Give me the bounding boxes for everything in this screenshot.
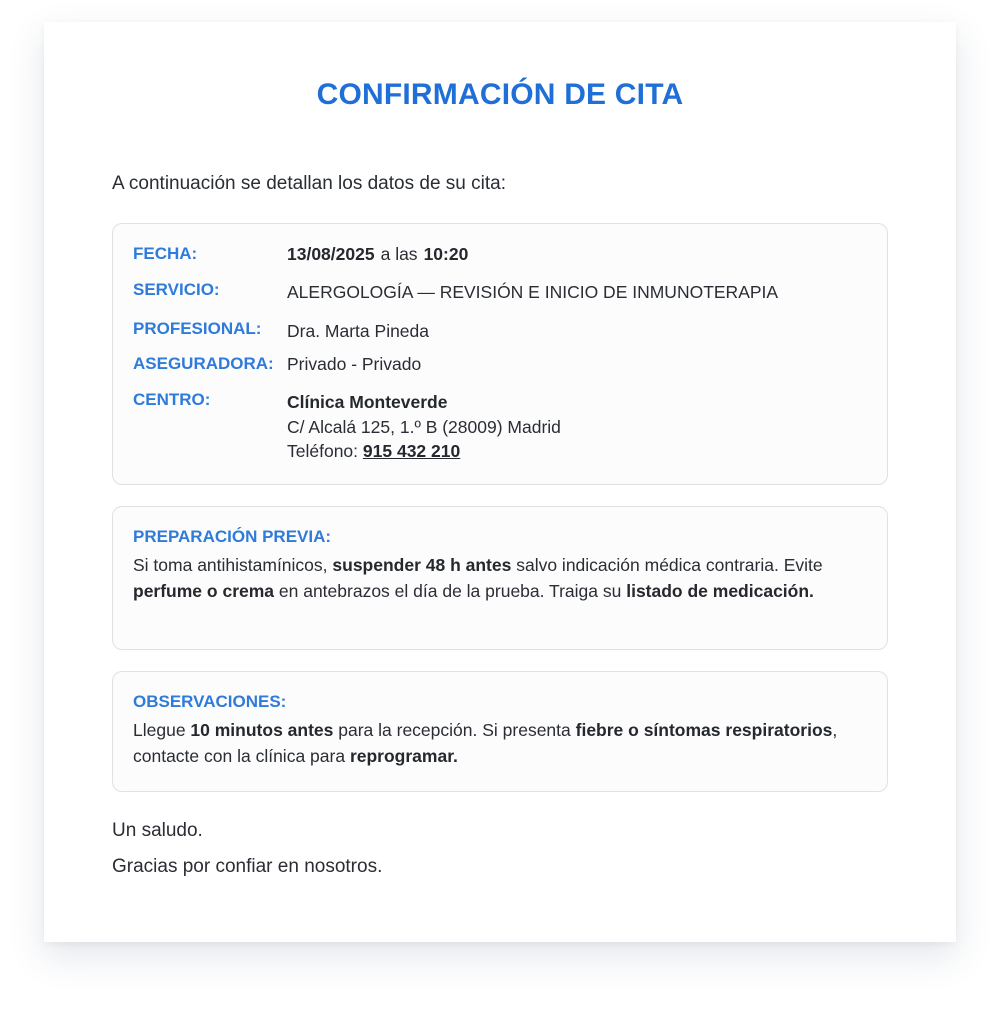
- preparation-bold-1: suspender 48 h antes: [332, 555, 512, 575]
- fecha-label: FECHA:: [133, 244, 198, 263]
- centro-value: [287, 390, 561, 464]
- fecha-connector: a las: [380, 244, 418, 264]
- preparation-title: PREPARACIÓN PREVIA:: [133, 527, 332, 546]
- observations-card: [112, 671, 888, 792]
- aseguradora-label: ASEGURADORA:: [133, 354, 274, 373]
- observations-bold-3: reprogramar.: [349, 745, 458, 766]
- preparation-text-1: Si toma antihistamínicos,: [133, 555, 333, 575]
- servicio-value: ALERGOLOGÍA — REVISIÓN E INICIO DE INMUNOTERAPIA: [287, 282, 779, 302]
- email-sheet: [44, 22, 956, 942]
- preparation-text: [133, 553, 869, 604]
- observations-bold-2: fiebre o síntomas respiratorios: [575, 720, 833, 740]
- profesional-label: PROFESIONAL:: [133, 319, 262, 338]
- fecha-value: [287, 244, 468, 265]
- fecha-time: 10:20: [423, 244, 469, 264]
- observations-text-2: para la recepción. Si presenta: [333, 720, 576, 740]
- centro-name: Clínica Monteverde: [287, 392, 448, 412]
- centro-label: CENTRO:: [133, 390, 211, 409]
- observations-text-3: , contacte con la clínica para: [133, 720, 838, 766]
- intro-text: A continuación se detallan los datos de su cita:: [112, 173, 506, 194]
- page-title: CONFIRMACIÓN DE CITA: [316, 78, 684, 111]
- closing-thanks: Gracias por confiar en nosotros.: [112, 856, 383, 877]
- preparation-bold-2: perfume o crema: [133, 580, 275, 601]
- profesional-value: Dra. Marta Pineda: [287, 321, 430, 341]
- preparation-text-3: en antebrazos el día de la prueba. Traiga su: [274, 580, 627, 601]
- closing-greeting: Un saludo.: [112, 820, 203, 841]
- observations-text: [133, 718, 869, 769]
- appointment-details-card: [112, 223, 888, 485]
- preparation-text-2: salvo indicación médica contraria. Evite: [511, 555, 823, 575]
- aseguradora-value: Privado - Privado: [287, 354, 422, 374]
- fecha-date: 13/08/2025: [287, 244, 375, 264]
- observations-text-1: Llegue: [133, 720, 191, 740]
- telefono-label: Teléfono:: [287, 441, 359, 461]
- observations-bold-1: 10 minutos antes: [190, 720, 334, 740]
- observations-title: OBSERVACIONES:: [133, 692, 287, 711]
- preparation-bold-3: listado de medicación.: [626, 580, 814, 601]
- servicio-label: SERVICIO:: [133, 280, 220, 299]
- centro-address: C/ Alcalá 125, 1.º B (28009) Madrid: [287, 416, 561, 437]
- preparation-card: [112, 506, 888, 650]
- phone-link[interactable]: 915 432 210: [362, 441, 461, 461]
